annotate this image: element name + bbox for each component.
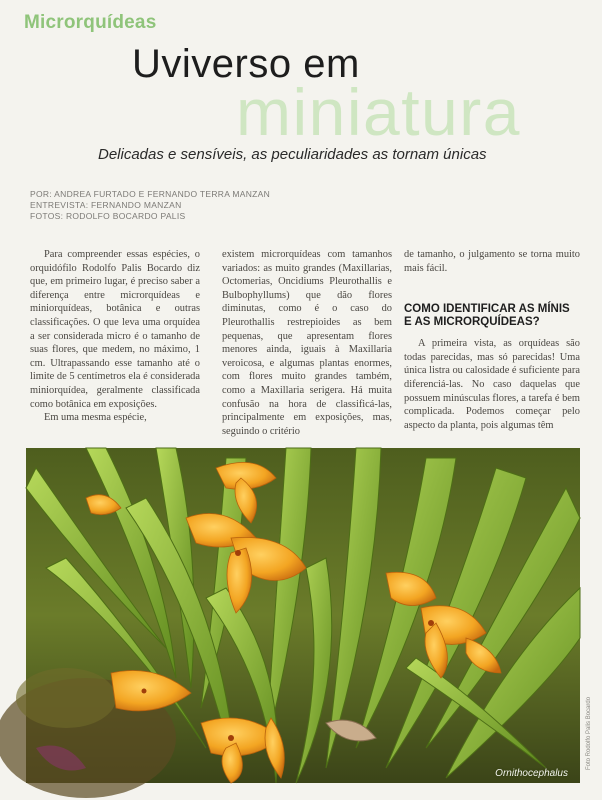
- text-column-1: [30, 248, 200, 430]
- paragraph: A primeira vista, as orquídeas são todas parecidas, mas só parecidas! Uma única listra ou calosidade é suficiente para diferenciá-las. No caso daquelas que possuem minúsculas flores, a tarefa é bem complicada. Podemos começar pelo aspecto da planta, pois algumas têm: [404, 338, 580, 431]
- photo-credit: Foto Rodolfo Palis Bocardo: [586, 696, 592, 770]
- paragraph: existem microrquídeas com tamanhos variados: as muito grandes (Maxillarias, Octomerias, Oncidiums Pleurothallis e Bulbophyllums) que dão flores diminutas, como é o caso do Pleurothallis restrepioides as bem pequenas, que apresentam flores menores ainda, iguais à Maxillaria veroicosa, e algumas plantas enormes, com flores muito grandes também, como a Maxillaria serigera. Há muita confusão na hora de classificá-las, principalmente em exposições, mas, seguindo o critério: [222, 249, 392, 437]
- article-credits: [30, 189, 270, 222]
- paragraph: Para compreender essas espécies, o orquidófilo Rodolfo Palis Bocardo diz que, em primeiro lugar, é preciso saber a diferença entre microrquídeas e miniorquídeas, botânica e outras classificações. O que leva uma orquídea a ser considerada micro é o tamanho de suas flores, que medem, no máximo, 1 cm. Ultrapassando esse tamanho até o limite de 5 centímetros ela é considerada miniorquídea, geralmente classificada como botânica em exposições.: [30, 249, 200, 410]
- article-subtitle: Delicadas e sensíveis, as peculiaridades as tornam únicas: [98, 146, 487, 163]
- section-tag: Microrquídeas: [24, 12, 157, 33]
- section-heading: COMO IDENTIFICAR AS MÍNIS E AS MICRORQUÍDEAS?: [404, 303, 570, 329]
- credit-interview: ENTREVISTA: FERNANDO MANZAN: [30, 200, 182, 210]
- article-title-line2: miniatura: [236, 75, 521, 149]
- orchid-illustration: [26, 448, 580, 783]
- credit-authors: POR: ANDREA FURTADO E FERNANDO TERRA MANZAN: [30, 189, 271, 199]
- paragraph: Em uma mesma espécie,: [44, 412, 147, 424]
- credit-photos: FOTOS: RODOLFO BOCARDO PALIS: [30, 211, 186, 221]
- paragraph: de tamanho, o julgamento se torna muito mais fácil.: [404, 249, 580, 274]
- text-column-2: [222, 248, 392, 437]
- article-title-line1: Uviverso em: [132, 42, 360, 86]
- photo-caption: Ornithocephalus: [495, 768, 568, 779]
- orchid-photo: [26, 448, 580, 783]
- text-column-3: [404, 248, 580, 430]
